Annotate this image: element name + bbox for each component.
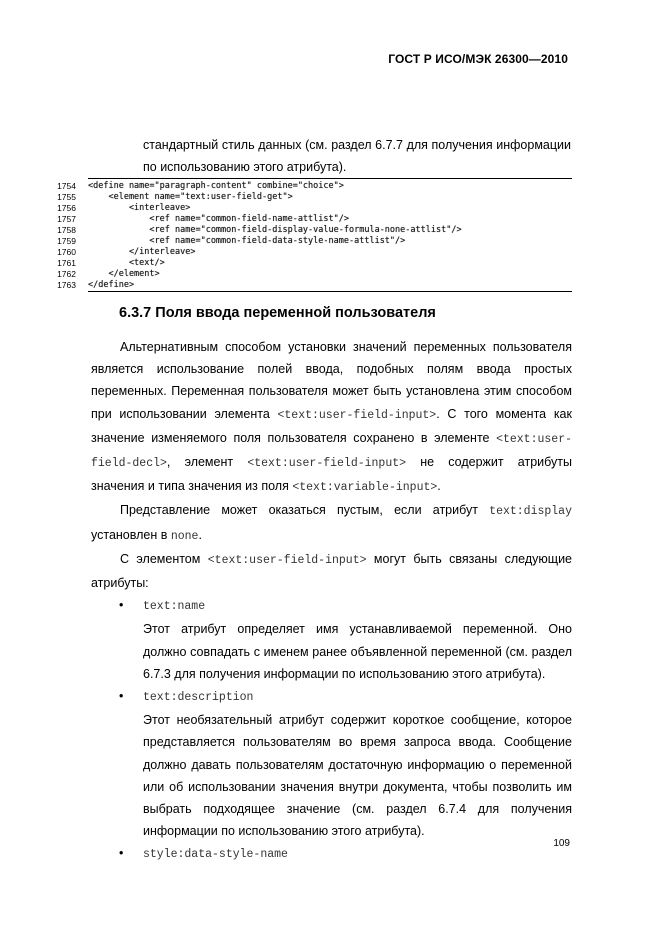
attribute-list-item <box>91 685 572 709</box>
code-inline: <text:user-field-input> <box>207 553 367 567</box>
code-line <box>52 269 572 280</box>
line-number: 1762 <box>57 269 76 279</box>
text-run: . <box>437 479 441 494</box>
code-bottom-rule <box>88 291 572 292</box>
text-run: установлен в <box>91 527 171 542</box>
page-number: 109 <box>553 838 570 849</box>
text-run: не содержит атрибуты значения и типа значения из поля <box>91 455 572 494</box>
code-line <box>52 258 572 269</box>
attribute-name: text:name <box>143 600 206 614</box>
line-number: 1758 <box>57 225 76 235</box>
line-number: 1757 <box>57 214 76 224</box>
code-listing <box>52 178 572 292</box>
text-run: Альтернативным способом установки значений переменных пользователя является использование полей ввода, подобных полям ввода простых переменных. Переменная пользователя может быть установлена этим способом при использовании элемента <box>91 340 572 421</box>
code-line <box>52 280 572 291</box>
attribute-name: style:data-style-name <box>143 848 288 862</box>
paragraph-user-field-input <box>91 336 572 499</box>
line-number: 1761 <box>57 258 76 268</box>
line-number: 1760 <box>57 247 76 257</box>
code-text: <define name="paragraph-content" combine="choice"> <box>88 181 344 191</box>
bullet-icon: • <box>119 846 124 861</box>
section-body <box>91 336 572 867</box>
code-line <box>52 214 572 225</box>
attribute-description: Этот необязательный атрибут содержит короткое сообщение, которое представляется пользователям во время запроса ввода. Сообщение должно давать пользователям достаточную информацию о переменной или об использовании значения внутри документа, чтобы позволить им выбрать подходящее значение (см. раздел 6.7.4 для получения информации по использованию этого атрибута). <box>143 713 572 839</box>
code-line <box>52 247 572 258</box>
code-line <box>52 192 572 203</box>
document-header: ГОСТ Р ИСО/МЭК 26300—2010 <box>388 52 568 66</box>
text-run: . <box>198 527 202 542</box>
code-text: <element name="text:user-field-get"> <box>88 192 293 202</box>
text-run: могут быть связаны следующие атрибуты: <box>91 551 572 591</box>
line-number: 1759 <box>57 236 76 246</box>
code-inline: <text:user-field-decl> <box>91 432 572 471</box>
text-run: , элемент <box>166 455 248 470</box>
code-text: </define> <box>88 280 135 290</box>
line-number: 1755 <box>57 192 76 202</box>
bullet-icon: • <box>119 598 124 613</box>
code-inline: none <box>170 529 199 543</box>
section-title: 6.3.7 Поля ввода переменной пользователя <box>119 305 436 321</box>
text-run: Представление может оказаться пустым, если атрибут <box>120 503 490 518</box>
intro-paragraph: стандартный стиль данных (см. раздел 6.7.7 для получения информации по использованию этого атрибута). <box>143 138 571 174</box>
code-text: <interleave> <box>88 203 191 213</box>
code-text: </element> <box>88 269 160 279</box>
line-number: 1754 <box>57 181 76 191</box>
attribute-list-item <box>91 594 572 618</box>
line-number: 1756 <box>57 203 76 213</box>
code-text: <ref name="common-field-display-value-formula-none-attlist"/> <box>88 225 462 235</box>
code-text: <ref name="common-field-data-style-name-attlist"/> <box>88 236 406 246</box>
code-line <box>52 181 572 192</box>
code-top-rule <box>88 178 572 179</box>
code-line <box>52 225 572 236</box>
code-inline: <text:user-field-input> <box>277 408 437 422</box>
text-run: С элементом <box>120 551 208 566</box>
attribute-description: Этот атрибут определяет имя устанавливаемой переменной. Оно должно совпадать с именем ранее объявленной переменной (см. раздел 6.7.3 для получения информации по использованию этого атрибута). <box>143 622 572 681</box>
code-text: <text/> <box>88 258 165 268</box>
code-inline: <text:user-field-input> <box>247 457 407 471</box>
code-line <box>52 203 572 214</box>
code-line <box>52 236 572 247</box>
paragraph-attributes <box>91 548 572 594</box>
line-number: 1763 <box>57 280 76 290</box>
code-inline: <text:variable-input> <box>292 481 438 495</box>
bullet-icon: • <box>119 689 124 704</box>
code-text: <ref name="common-field-name-attlist"/> <box>88 214 349 224</box>
attribute-name: text:description <box>143 691 254 705</box>
text-run: . С того момента как значение изменяемого поля пользователя сохранено в элементе <box>91 406 572 445</box>
code-inline: text:display <box>489 505 572 519</box>
code-text: </interleave> <box>88 247 196 257</box>
attribute-list-item <box>91 842 572 866</box>
paragraph-display <box>91 499 572 547</box>
